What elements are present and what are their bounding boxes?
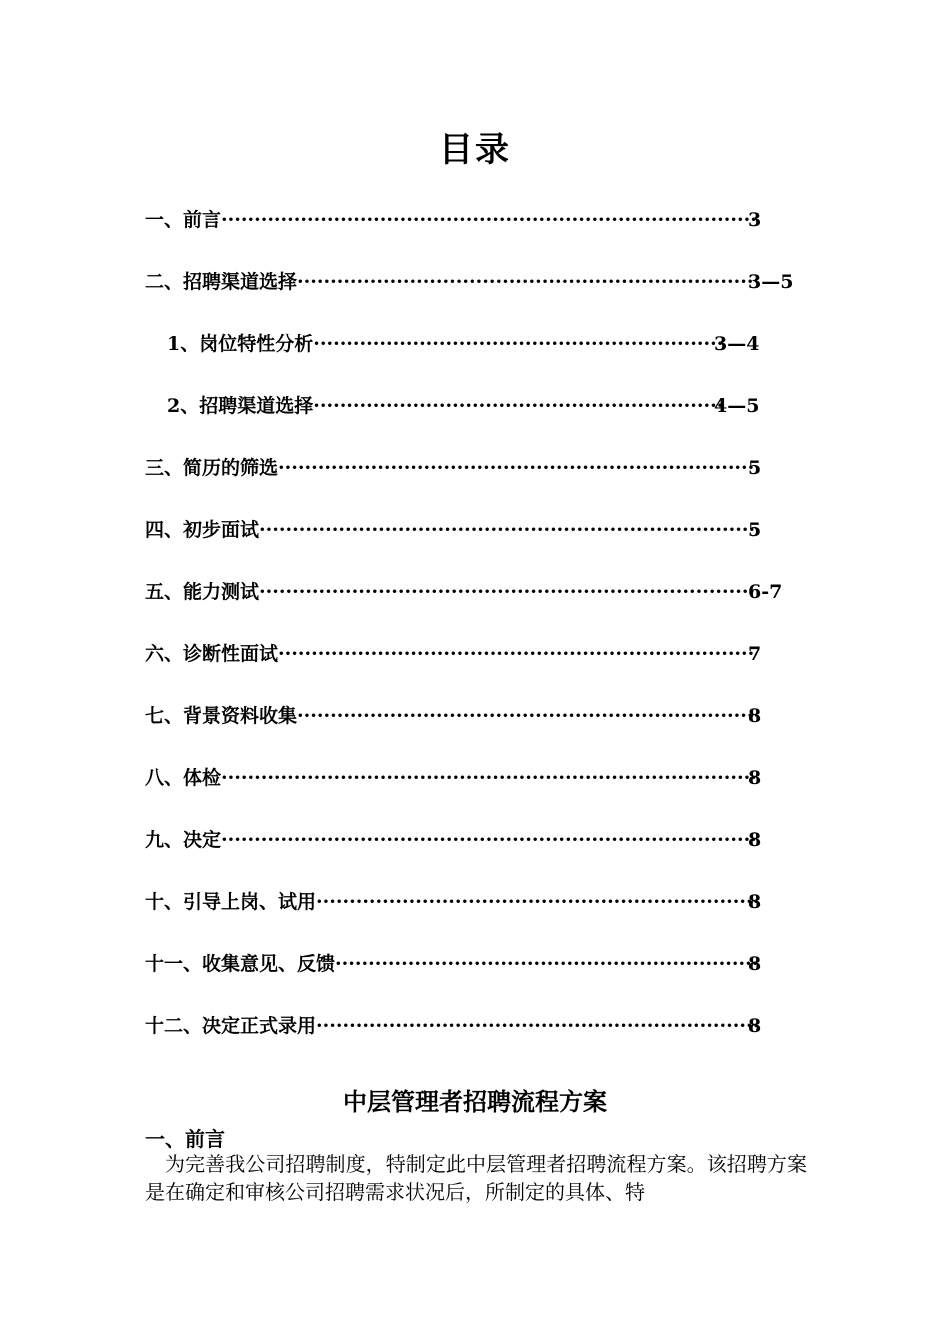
- toc-entry: [167, 322, 723, 366]
- toc-dot-leader: [297, 260, 757, 304]
- toc-row: [0, 880, 950, 942]
- section-heading: 一、前言: [145, 1127, 225, 1151]
- toc-entry: [145, 1004, 757, 1048]
- toc-entry: [145, 880, 757, 924]
- toc-entry: [145, 446, 757, 490]
- toc-entry-label: 一、前言: [145, 209, 222, 231]
- toc-row: [0, 198, 950, 260]
- toc-entry-label: 十、引导上岗、试用: [145, 891, 317, 913]
- toc-dot-leader: [221, 756, 757, 800]
- toc-entry-page: 3—5: [748, 271, 794, 293]
- toc-dot-leader: [313, 322, 723, 366]
- toc-dot-leader: [297, 694, 757, 738]
- toc-entry-page: 3: [748, 209, 762, 231]
- toc-entry: [145, 694, 757, 738]
- toc-entry: [145, 756, 757, 800]
- toc-dot-leader: [313, 384, 723, 428]
- toc-row: [0, 570, 950, 632]
- toc-dot-leader: [278, 632, 757, 676]
- toc-entry-label: 2、招聘渠道选择: [167, 395, 314, 417]
- toc-entry-label: 四、初步面试: [145, 519, 260, 541]
- toc-entry: [145, 508, 757, 552]
- toc-entry-page: 8: [748, 953, 762, 975]
- toc-entry-label: 二、招聘渠道选择: [145, 271, 298, 293]
- toc-entry-label: 六、诊断性面试: [145, 643, 279, 665]
- toc-entry: [145, 570, 757, 614]
- toc-entry-page: 8: [748, 767, 762, 789]
- toc-dot-leader: [221, 818, 757, 862]
- body-paragraph: 为完善我公司招聘制度，特制定此中层管理者招聘流程方案。该招聘方案是在确定和审核公司招聘需求状况后，所制定的具体、特: [145, 1152, 807, 1204]
- toc-entry-page: 3—4: [714, 333, 760, 355]
- toc-entry-page: 8: [748, 891, 762, 913]
- document-title: 中层管理者招聘流程方案: [343, 1087, 607, 1116]
- toc-entry-label: 十一、收集意见、反馈: [145, 953, 336, 975]
- toc-dot-leader: [259, 508, 757, 552]
- toc-row: [0, 694, 950, 756]
- toc-dot-leader: [316, 1004, 757, 1048]
- toc-entry-label: 九、决定: [145, 829, 222, 851]
- toc-dot-leader: [316, 880, 757, 924]
- toc-entry: [145, 260, 757, 304]
- toc-entry: [167, 384, 723, 428]
- toc-entry-label: 1、岗位特性分析: [167, 333, 314, 355]
- toc-entry-page: 5: [748, 519, 762, 541]
- toc-row: [0, 632, 950, 694]
- toc-entry-page: 5: [748, 457, 762, 479]
- toc-dot-leader: [278, 446, 757, 490]
- toc-entry-page: 8: [748, 1015, 762, 1037]
- table-of-contents: [0, 198, 950, 1066]
- toc-entry-label: 五、能力测试: [145, 581, 260, 603]
- toc-row: [0, 756, 950, 818]
- toc-row: [0, 384, 950, 446]
- toc-row: [0, 942, 950, 1004]
- toc-entry-label: 八、体检: [145, 767, 222, 789]
- toc-entry-label: 十二、决定正式录用: [145, 1015, 317, 1037]
- toc-row: [0, 818, 950, 880]
- toc-entry-label: 三、简历的筛选: [145, 457, 279, 479]
- toc-dot-leader: [259, 570, 757, 614]
- toc-entry: [145, 198, 757, 242]
- toc-row: [0, 1004, 950, 1066]
- toc-entry: [145, 942, 757, 986]
- toc-entry-page: 4—5: [714, 395, 760, 417]
- toc-row: [0, 508, 950, 570]
- toc-entry-page: 7: [748, 643, 762, 665]
- toc-dot-leader: [335, 942, 757, 986]
- toc-entry: [145, 818, 757, 862]
- toc-entry-label: 七、背景资料收集: [145, 705, 298, 727]
- toc-entry-page: 8: [748, 705, 762, 727]
- toc-entry-page: 8: [748, 829, 762, 851]
- toc-row: [0, 260, 950, 322]
- toc-entry-page: 6-7: [748, 581, 783, 603]
- toc-row: [0, 446, 950, 508]
- toc-dot-leader: [221, 198, 757, 242]
- toc-title: 目录: [439, 130, 511, 170]
- toc-row: [0, 322, 950, 384]
- toc-entry: [145, 632, 757, 676]
